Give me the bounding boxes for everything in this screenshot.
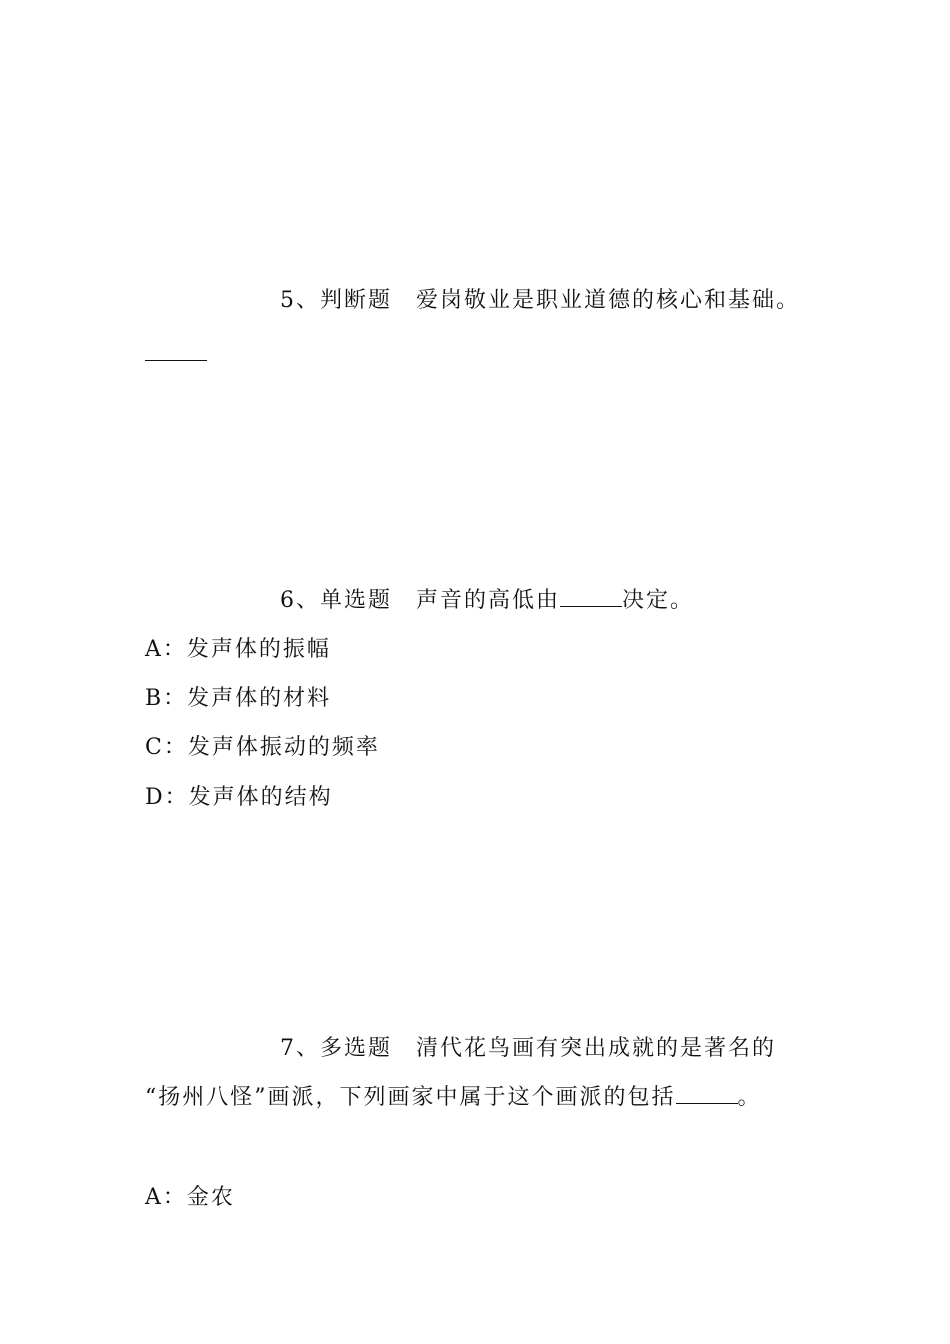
option-label: A： <box>145 1185 187 1210</box>
question-7-prefix: 7、多选题 <box>280 1036 416 1061</box>
option-label: D： <box>145 785 189 810</box>
option-text: 金农 <box>186 1185 235 1210</box>
question-7-line1: 清代花鸟画有突出成就的是著名的 <box>416 1036 777 1061</box>
option-label: C： <box>145 735 188 760</box>
question-6-prefix: 6、单选题 <box>280 588 416 613</box>
question-6-blank <box>560 588 622 607</box>
question-5 <box>280 286 800 316</box>
option-text: 发声体的结构 <box>188 785 333 810</box>
question-5-prefix: 5、判断题 <box>280 288 416 313</box>
question-6-text-after: 决定。 <box>622 588 695 613</box>
option-text: 发声体振动的频率 <box>187 735 380 760</box>
question-7 <box>280 1034 776 1064</box>
option-label: A： <box>145 637 187 662</box>
question-6 <box>280 586 694 616</box>
question-6-text-before: 声音的高低由 <box>416 588 561 613</box>
question-7-line2-after: 。 <box>737 1085 762 1110</box>
question-7-line2 <box>145 1083 762 1113</box>
option-label: B： <box>145 686 188 711</box>
question-5-text: 爱岗敬业是职业道德的核心和基础。 <box>416 288 801 313</box>
option-text: 发声体的振幅 <box>186 637 331 662</box>
question-5-answer-blank <box>145 360 207 361</box>
question-7-line2-before: “扬州八怪”画派，下列画家中属于这个画派的包括 <box>145 1085 676 1110</box>
option-text: 发声体的材料 <box>187 686 332 711</box>
question-7-blank <box>676 1085 738 1104</box>
question-6-option-b <box>145 684 331 714</box>
question-7-option-a <box>145 1183 235 1213</box>
question-6-option-a <box>145 635 331 665</box>
question-6-option-d <box>145 783 333 813</box>
question-6-option-c <box>145 733 380 763</box>
